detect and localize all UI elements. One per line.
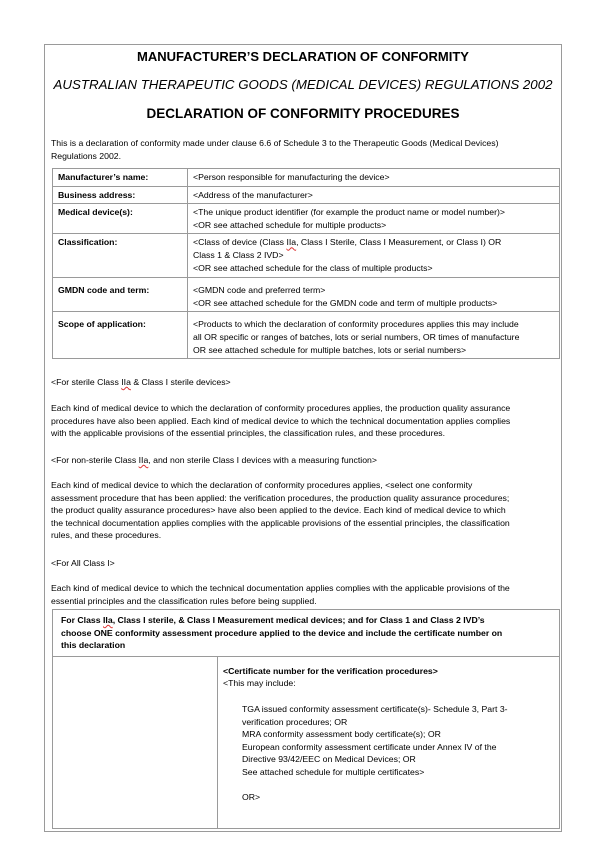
row-label: GMDN code and term: — [53, 278, 188, 312]
paragraph-line: procedures have also been applied. Each kind of medical device to which the technical documentation applies complies — [51, 415, 511, 426]
value-line: all OR specific or ranges of batches, lots or serial numbers, OR times of manufacture — [193, 331, 520, 342]
paragraph-line: with the applicable provisions of the essential principles, the classification rules, and these procedures. — [51, 428, 446, 439]
list-item: European conformity assessment certificate under Annex IV of the — [242, 741, 497, 752]
certificate-subtitle: <This may include: — [223, 678, 296, 688]
paragraph-line: Each kind of medical device to which the technical documentation applies complies with the applicable provisions of the — [51, 583, 510, 593]
value-line: <GMDN code and preferred term> — [193, 285, 326, 296]
certificate-box-left-cell — [53, 656, 218, 829]
paragraph-line: assessment procedure that has been applied: the verification procedures, the production quality assurance procedures; — [51, 492, 510, 503]
list-item: See attached schedule for multiple certificates> — [242, 766, 425, 777]
table-row — [53, 312, 560, 359]
heading-line: choose ONE conformity assessment procedure applied to the device and include the certificate number on — [61, 627, 503, 638]
heading-line: For Class IIa, Class I sterile, & Class I Measurement medical devices; and for Class 1 and Class 2 IVD’s — [61, 615, 485, 625]
certificate-box-heading — [61, 614, 553, 652]
section-title: DECLARATION OF CONFORMITY PROCEDURES — [146, 106, 460, 121]
paragraph-line: Each kind of medical device to which the declaration of conformity procedures applies, <select one conformity — [51, 480, 473, 490]
all-class-i-heading: <For All Class I> — [51, 558, 115, 568]
paragraph-line: the technical documentation applies complies with the applicable provisions of the essential principles, the classification — [51, 517, 510, 528]
list-item: TGA issued conformity assessment certificate(s)- Schedule 3, Part 3- — [242, 704, 508, 714]
row-value — [188, 204, 560, 234]
value-line: OR see attached schedule for multiple batches, lots or serial numbers> — [193, 344, 467, 355]
row-value — [188, 169, 560, 187]
value-line: <OR see attached schedule for the class of multiple products> — [193, 262, 433, 273]
value-line: <Person responsible for manufacturing the device> — [193, 172, 390, 182]
intro-paragraph — [51, 137, 553, 162]
paragraph-line: rules, and these procedures. — [51, 530, 162, 541]
table-row — [53, 186, 560, 204]
all-class-i-paragraph — [51, 582, 553, 607]
non-sterile-paragraph — [51, 479, 553, 542]
document-title: MANUFACTURER’S DECLARATION OF CONFORMITY — [137, 49, 469, 64]
paragraph-line: the product quality assurance procedures> have also been applied to the device. Each kind of medical device to which — [51, 505, 506, 516]
or-label: OR> — [242, 792, 261, 802]
table-row — [53, 278, 560, 312]
value-line: Class 1 & Class 2 IVD> — [193, 249, 284, 260]
document-page — [44, 44, 562, 832]
value-line: <OR see attached schedule for multiple products> — [193, 219, 387, 230]
manufacturer-info-table — [52, 168, 560, 359]
row-label: Business address: — [53, 186, 188, 204]
intro-line: Regulations 2002. — [51, 150, 122, 161]
regulation-subtitle: AUSTRALIAN THERAPEUTIC GOODS (MEDICAL DEVICES) REGULATIONS 2002 — [53, 77, 553, 92]
intro-line: This is a declaration of conformity made under clause 6.6 of Schedule 3 to the Therapeutic Goods (Medical Devices) — [51, 138, 499, 148]
value-line: <Class of device (Class IIa, Class I Sterile, Class I Measurement, or Class I) OR — [193, 237, 502, 248]
list-item: verification procedures; OR — [242, 716, 348, 727]
table-row — [53, 169, 560, 187]
row-label: Manufacturer’s name: — [53, 169, 188, 187]
certificate-box — [52, 609, 560, 829]
table-row — [53, 234, 560, 278]
sterile-heading: <For sterile Class IIa & Class I sterile devices> — [51, 377, 231, 387]
value-line: <OR see attached schedule for the GMDN code and term of multiple products> — [193, 297, 498, 308]
sterile-paragraph — [51, 402, 553, 440]
table-row — [53, 204, 560, 234]
paragraph-line: essential principles and the classification rules before being supplied. — [51, 595, 317, 606]
row-value — [188, 186, 560, 204]
value-line: <Address of the manufacturer> — [193, 189, 313, 200]
row-value — [188, 278, 560, 312]
value-line: <The unique product identifier (for example the product name or model number)> — [193, 207, 505, 218]
non-sterile-heading: <For non-sterile Class IIa, and non sterile Class I devices with a measuring function> — [51, 455, 377, 465]
certificate-box-right-cell — [218, 656, 559, 829]
heading-line: this declaration — [61, 640, 126, 651]
row-value — [188, 234, 560, 278]
list-item: Directive 93/42/EEC on Medical Devices; OR — [242, 754, 416, 765]
row-label: Classification: — [53, 234, 188, 278]
certificate-title: <Certificate number for the verification procedures> — [223, 666, 438, 676]
row-label: Scope of application: — [53, 312, 188, 359]
row-label: Medical device(s): — [53, 204, 188, 234]
value-line: <Products to which the declaration of conformity procedures applies this may include — [193, 319, 519, 330]
paragraph-line: Each kind of medical device to which the declaration of conformity procedures applies, the production quality assurance — [51, 403, 511, 413]
certificate-options-list — [242, 703, 539, 779]
row-value — [188, 312, 560, 359]
list-item: MRA conformity assessment body certificate(s); OR — [242, 729, 441, 740]
